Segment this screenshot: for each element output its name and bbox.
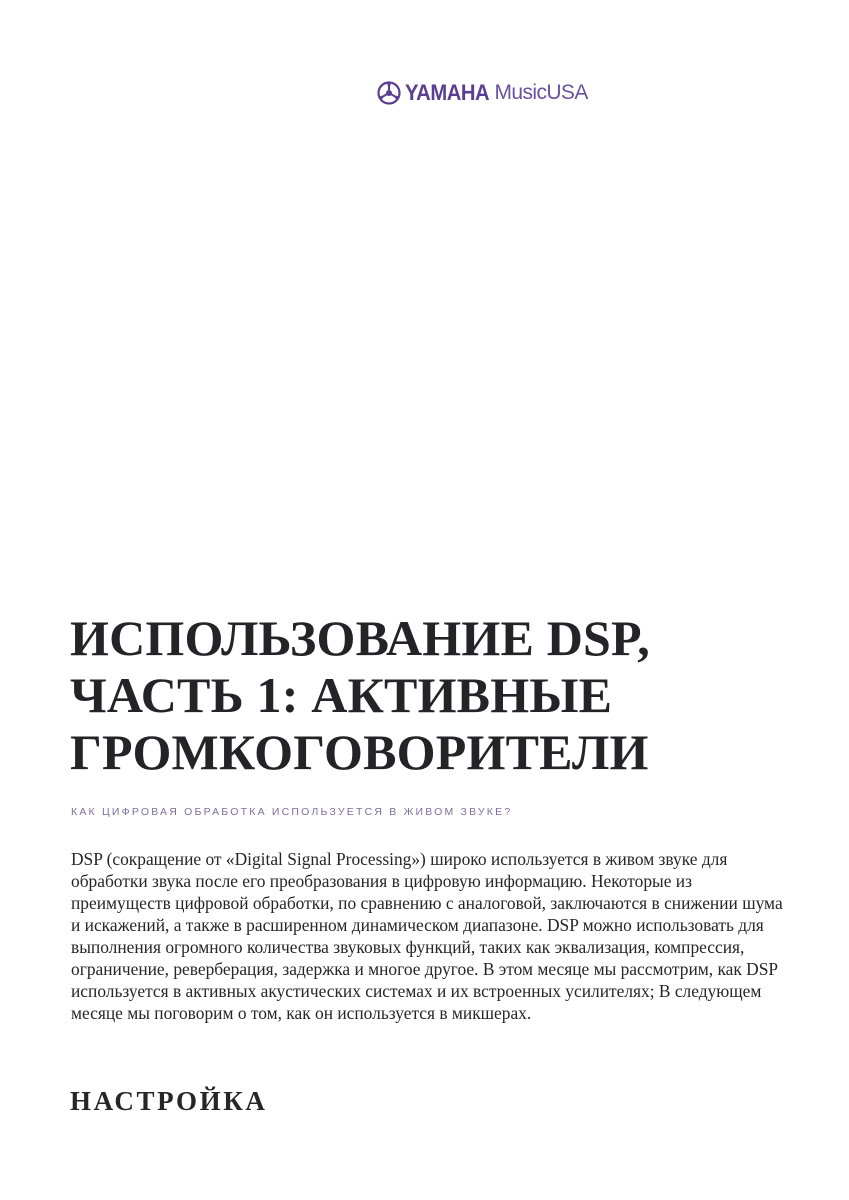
article-title: ИСПОЛЬЗОВАНИЕ DSP, ЧАСТЬ 1: АКТИВНЫЕ ГРОМКОГОВОРИТЕЛИ — [70, 610, 650, 780]
brand-header — [377, 78, 588, 108]
yamaha-tuning-fork-emblem-icon — [377, 81, 401, 105]
brand-sub: MusicUSA — [494, 81, 588, 104]
brand-name: YAMAHA — [405, 80, 490, 105]
section-heading: НАСТРОЙКА — [70, 1086, 268, 1116]
article-body: DSP (сокращение от «Digital Signal Processing») широко используется в живом звуке для обработки звука после его преобразования в цифровую информацию. Некоторые из преимуществ цифровой обработки, по сравнению с аналоговой, заключаются в снижении шума и искажений, а также в расширенном динамическом диапазоне. DSP можно использовать для выполнения огромного количества звуковых функций, таких как эквализация, компрессия, ограничение, реверберация, задержка и многое другое. В этом месяце мы рассмотрим, как DSP используется в активных акустических системах и их встроенных усилителях; В следующем месяце мы поговорим о том, как он используется в микшерах. — [71, 849, 783, 1023]
article-subtitle: КАК ЦИФРОВАЯ ОБРАБОТКА ИСПОЛЬЗУЕТСЯ В ЖИВОМ ЗВУКЕ? — [71, 806, 513, 818]
